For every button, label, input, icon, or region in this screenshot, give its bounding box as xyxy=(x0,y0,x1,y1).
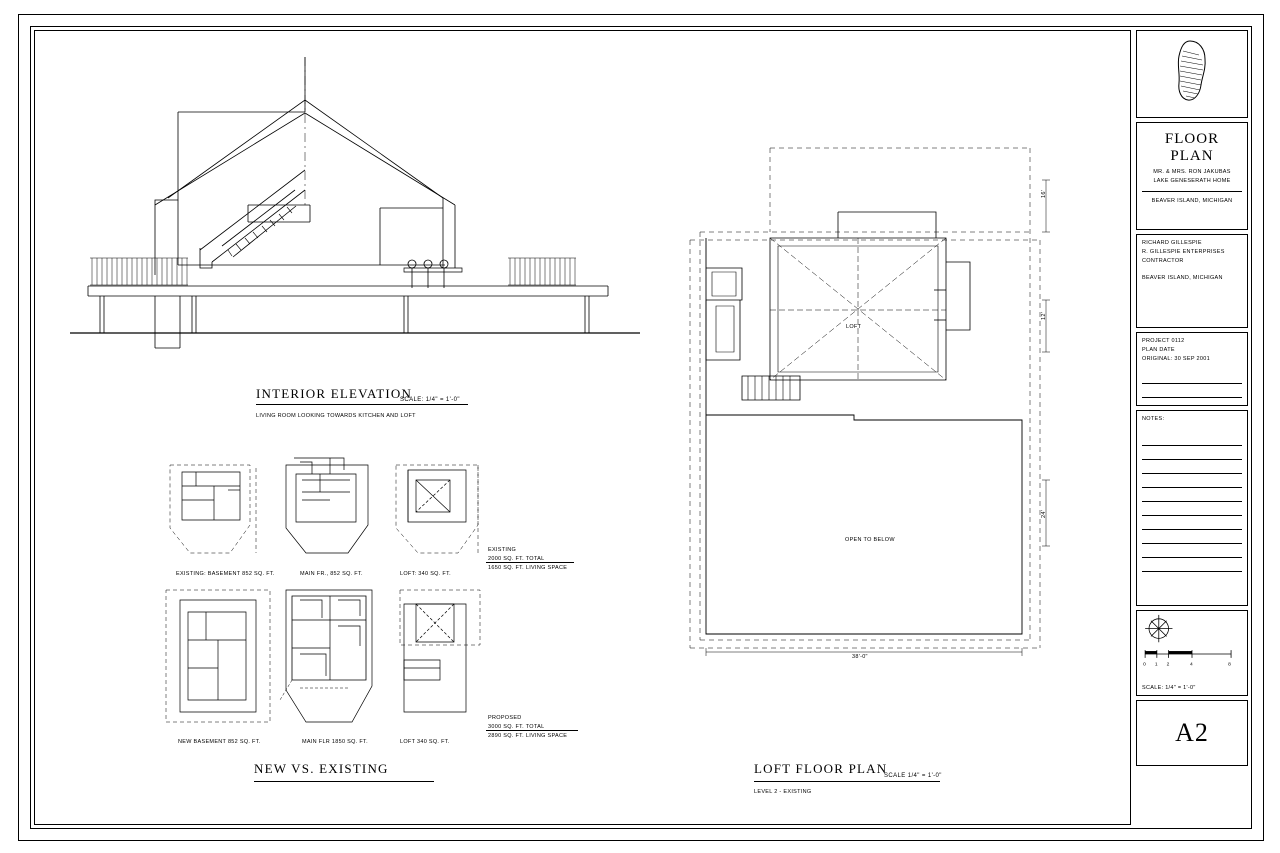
plan-title: FLOOR PLAN xyxy=(1164,131,1220,164)
svg-text:8: 8 xyxy=(1228,662,1231,668)
svg-text:2: 2 xyxy=(1166,662,1170,668)
island-logo-icon xyxy=(1175,39,1209,103)
notes-box xyxy=(1136,410,1248,606)
contractor-line-3: CONTRACTOR xyxy=(1142,258,1184,264)
svg-text:1: 1 xyxy=(1154,662,1158,668)
comparison-new-loft-label: LOFT 340 SQ. FT. xyxy=(400,739,450,745)
loft-plan-right-dimension-top: 16' xyxy=(1041,189,1047,198)
comparison-existing-main-label: MAIN FR., 852 SQ. FT. xyxy=(300,571,363,577)
comparison-new-basement-label: NEW BASEMENT 852 SQ. FT. xyxy=(178,739,261,745)
plan-date-original: ORIGINAL: 30 SEP 2001 xyxy=(1142,356,1210,362)
loft-room-label: LOFT xyxy=(846,324,862,330)
logo-box xyxy=(1136,30,1248,118)
project-number: PROJECT 0112 xyxy=(1142,338,1185,344)
client-line-3: BEAVER ISLAND, MICHIGAN xyxy=(1151,198,1233,204)
loft-plan-title-underline xyxy=(754,781,940,782)
north-arrow-icon xyxy=(1137,611,1247,695)
contractor-line-2: R. GILLESPIE ENTERPRISES xyxy=(1142,249,1225,255)
drawing-area-frame xyxy=(34,30,1131,825)
elevation-title-underline xyxy=(256,404,468,405)
open-to-below-label: OPEN TO BELOW xyxy=(845,537,895,543)
existing-total-header: EXISTING xyxy=(488,547,517,553)
loft-plan-bottom-dimension: 38'-0" xyxy=(852,654,868,660)
elevation-title: INTERIOR ELEVATION xyxy=(256,386,413,401)
notes-label: NOTES: xyxy=(1142,416,1165,422)
loft-plan-right-dimension-low: 24' xyxy=(1041,509,1047,518)
project-info-box xyxy=(1136,332,1248,406)
comparison-existing-loft-label: LOFT: 340 SQ. FT. xyxy=(400,571,451,577)
loft-plan-right-dimension-mid: 12' xyxy=(1041,311,1047,320)
comparison-existing-basement-label: EXISTING: BASEMENT 852 SQ. FT. xyxy=(176,571,275,577)
svg-text:4: 4 xyxy=(1190,662,1193,668)
scale-tick-labels xyxy=(1143,662,1231,668)
proposed-total-sqft: 3000 SQ. FT. TOTAL xyxy=(488,724,545,730)
existing-total-living: 1650 SQ. FT. LIVING SPACE xyxy=(488,565,568,571)
elevation-scale: SCALE: 1/4" = 1'-0" xyxy=(400,397,460,403)
notes-ruled-lines xyxy=(1142,432,1242,572)
project-title-box xyxy=(1136,122,1248,230)
title-rule xyxy=(1142,191,1242,192)
svg-text:0: 0 xyxy=(1143,662,1146,668)
loft-plan-scale: SCALE 1/4" = 1'-0" xyxy=(884,773,942,779)
existing-total-rule xyxy=(486,562,574,563)
client-line-2: LAKE GENESERATH HOME xyxy=(1153,178,1231,184)
client-line-1: MR. & MRS. RON JAKUBAS xyxy=(1153,169,1231,175)
project-ruled-lines xyxy=(1142,370,1242,412)
contractor-line-4: BEAVER ISLAND, MICHIGAN xyxy=(1142,275,1223,281)
elevation-subtitle: LIVING ROOM LOOKING TOWARDS KITCHEN AND LOFT xyxy=(256,413,416,419)
comparison-title-underline xyxy=(254,781,434,782)
loft-plan-title: LOFT FLOOR PLAN xyxy=(754,761,888,776)
existing-total-sqft: 2000 SQ. FT. TOTAL xyxy=(488,556,545,562)
plan-date-label: PLAN DATE xyxy=(1142,347,1175,353)
sheet-number-box xyxy=(1136,700,1248,766)
scale-note: SCALE: 1/4" = 1'-0" xyxy=(1142,685,1196,691)
title-block xyxy=(1136,30,1248,770)
proposed-total-rule xyxy=(486,730,578,731)
north-and-scale-box xyxy=(1136,610,1248,696)
contractor-line-1: RICHARD GILLESPIE xyxy=(1142,240,1202,246)
comparison-title: NEW VS. EXISTING xyxy=(254,761,389,776)
sheet-number: A2 xyxy=(1175,718,1209,747)
comparison-new-main-label: MAIN FLR 1850 SQ. FT. xyxy=(302,739,368,745)
proposed-total-header: PROPOSED xyxy=(488,715,522,721)
contractor-box xyxy=(1136,234,1248,328)
proposed-total-living: 2890 SQ. FT. LIVING SPACE xyxy=(488,733,568,739)
loft-plan-subtitle: LEVEL 2 - EXISTING xyxy=(754,789,812,795)
graphic-scale-bar xyxy=(1145,650,1231,658)
